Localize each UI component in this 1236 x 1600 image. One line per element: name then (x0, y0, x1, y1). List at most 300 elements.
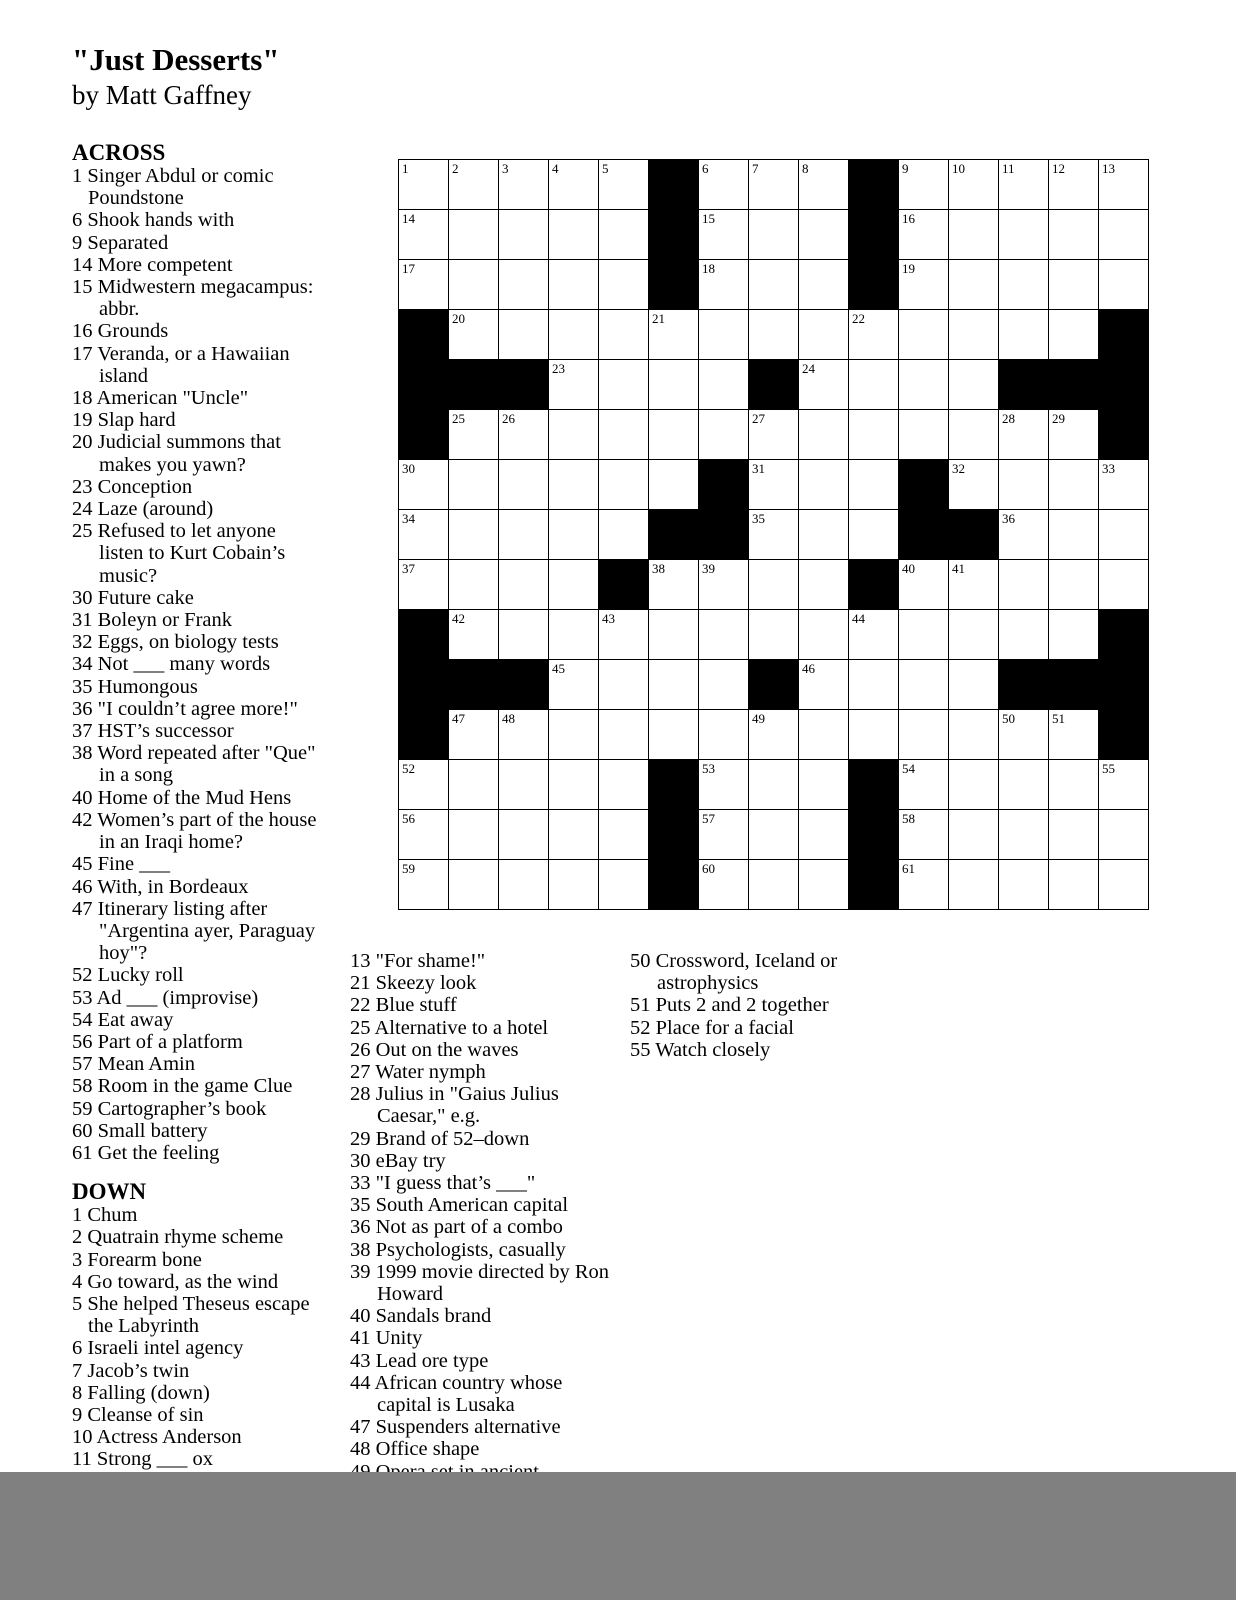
clue-item: 23 Conception (72, 475, 193, 498)
clue-item: 53 Ad ___ (improvise) (72, 986, 259, 1009)
cell-number: 51 (1052, 711, 1065, 726)
grid-cell[interactable] (548, 509, 599, 560)
grid-cell[interactable] (548, 559, 599, 610)
grid-cell[interactable] (998, 459, 1049, 510)
grid-cell[interactable] (798, 609, 849, 660)
grid-cell[interactable] (1048, 459, 1099, 510)
grid-block (398, 309, 449, 360)
grid-cell[interactable] (548, 759, 599, 810)
grid-cell[interactable] (448, 559, 499, 610)
clue-item: 6 Shook hands with (72, 209, 235, 232)
grid-cell[interactable] (1098, 859, 1149, 910)
cell-number: 56 (402, 811, 415, 826)
grid-cell[interactable] (798, 859, 849, 910)
grid-cell[interactable] (648, 559, 699, 610)
grid-cell[interactable] (948, 409, 999, 460)
grid-block (698, 509, 749, 560)
grid-cell[interactable] (798, 359, 849, 410)
grid-cell[interactable] (898, 759, 949, 810)
clue-item: 25 Refused to let anyone listen to Kurt Cobain’s music? (72, 520, 286, 587)
grid-cell[interactable] (398, 759, 449, 810)
grid-cell[interactable] (948, 209, 999, 260)
grid-cell[interactable] (948, 809, 999, 860)
grid-cell[interactable] (898, 559, 949, 610)
grid-cell[interactable] (398, 259, 449, 310)
cell-number: 4 (552, 161, 559, 176)
clue-item: 36 "I couldn’t agree more!" (72, 697, 298, 720)
grid-cell[interactable] (698, 809, 749, 860)
grid-cell[interactable] (648, 609, 699, 660)
grid-cell[interactable] (748, 559, 799, 610)
grid-cell[interactable] (1098, 259, 1149, 310)
grid-cell[interactable] (1098, 509, 1149, 560)
grid-cell[interactable] (898, 609, 949, 660)
grid-cell[interactable] (948, 759, 999, 810)
clue-item: 50 Crossword, Iceland or astrophysics (630, 950, 838, 995)
clue-item: 42 Women’s part of the house in an Iraqi home? (72, 808, 317, 854)
clue-item: 9 Cleanse of sin (72, 1403, 204, 1426)
grid-cell[interactable] (898, 359, 949, 410)
grid-cell[interactable] (548, 709, 599, 760)
cell-number: 5 (602, 161, 609, 176)
cell-number: 16 (902, 211, 915, 226)
grid-cell[interactable] (548, 609, 599, 660)
grid-block (648, 759, 699, 810)
grid-cell[interactable] (698, 759, 749, 810)
grid-cell[interactable] (448, 409, 499, 460)
grid-cell[interactable] (798, 809, 849, 860)
grid-block (498, 359, 549, 410)
grid-cell[interactable] (548, 809, 599, 860)
grid-cell[interactable] (798, 559, 849, 610)
grid-cell[interactable] (848, 509, 899, 560)
grid-block (498, 659, 549, 710)
grid-cell[interactable] (698, 659, 749, 710)
grid-cell[interactable] (698, 559, 749, 610)
grid-cell[interactable] (448, 209, 499, 260)
grid-cell[interactable] (548, 859, 599, 910)
grid-cell[interactable] (498, 459, 549, 510)
clue-item: 56 Part of a platform (72, 1030, 243, 1053)
grid-cell[interactable] (798, 459, 849, 510)
cell-number: 53 (702, 761, 715, 776)
grid-cell[interactable] (648, 659, 699, 710)
cell-number: 40 (902, 561, 915, 576)
page-footer-bar (0, 1472, 1236, 1600)
cell-number: 46 (802, 661, 815, 676)
grid-cell[interactable] (498, 509, 549, 560)
down-clue-list-3 (630, 950, 890, 1061)
grid-cell[interactable] (998, 159, 1049, 210)
grid-cell[interactable] (498, 709, 549, 760)
grid-cell[interactable] (848, 659, 899, 710)
down-clue-list-2 (350, 950, 615, 1483)
clue-item: 34 Not ___ many words (72, 653, 271, 676)
grid-block (848, 159, 899, 210)
clue-item: 16 Grounds (72, 320, 169, 343)
grid-cell[interactable] (898, 809, 949, 860)
grid-cell[interactable] (948, 609, 999, 660)
grid-block (398, 359, 449, 410)
grid-block (1098, 609, 1149, 660)
grid-cell[interactable] (398, 209, 449, 260)
grid-cell[interactable] (448, 759, 499, 810)
grid-cell[interactable] (748, 809, 799, 860)
grid-cell[interactable] (548, 459, 599, 510)
grid-cell[interactable] (898, 259, 949, 310)
clue-item: 5 She helped Theseus escape the Labyrinth (72, 1292, 310, 1338)
grid-cell[interactable] (998, 759, 1049, 810)
grid-cell[interactable] (898, 209, 949, 260)
cell-number: 14 (402, 211, 415, 226)
grid-cell[interactable] (748, 709, 799, 760)
grid-cell[interactable] (748, 159, 799, 210)
grid-cell[interactable] (498, 159, 549, 210)
cell-number: 24 (802, 361, 815, 376)
grid-cell[interactable] (698, 609, 749, 660)
grid-cell[interactable] (698, 709, 749, 760)
clue-item: 47 Itinerary listing after "Argentina ayer, Paraguay hoy"? (72, 897, 316, 965)
grid-cell[interactable] (848, 709, 899, 760)
grid-cell[interactable] (748, 459, 799, 510)
grid-cell[interactable] (548, 309, 599, 360)
grid-cell[interactable] (898, 309, 949, 360)
grid-block (398, 659, 449, 710)
grid-block (848, 209, 899, 260)
clue-item: 24 Laze (around) (72, 498, 214, 521)
clue-item: 4 Go toward, as the wind (72, 1270, 279, 1293)
clue-item: 51 Puts 2 and 2 together (630, 994, 829, 1017)
grid-cell[interactable] (498, 209, 549, 260)
grid-cell[interactable] (698, 859, 749, 910)
grid-cell[interactable] (948, 459, 999, 510)
grid-cell[interactable] (398, 509, 449, 560)
grid-cell[interactable] (598, 809, 649, 860)
cell-number: 21 (652, 311, 665, 326)
clue-item: 7 Jacob’s twin (72, 1359, 190, 1382)
grid-block (648, 159, 699, 210)
grid-cell[interactable] (898, 159, 949, 210)
clue-item: 59 Cartographer’s book (72, 1097, 267, 1120)
grid-cell[interactable] (548, 159, 599, 210)
grid-cell[interactable] (648, 709, 699, 760)
cell-number: 10 (952, 161, 965, 176)
clue-item: 33 "I guess that’s ___" (350, 1172, 536, 1195)
grid-cell[interactable] (748, 309, 799, 360)
grid-cell[interactable] (1048, 409, 1099, 460)
grid-cell[interactable] (598, 309, 649, 360)
grid-cell[interactable] (848, 359, 899, 410)
grid-cell[interactable] (598, 659, 649, 710)
grid-block (1098, 409, 1149, 460)
grid-cell[interactable] (698, 159, 749, 210)
grid-cell[interactable] (498, 309, 549, 360)
grid-cell[interactable] (498, 759, 549, 810)
grid-cell[interactable] (598, 209, 649, 260)
clue-item: 2 Quatrain rhyme scheme (72, 1226, 284, 1249)
clue-column-1 (72, 141, 322, 1471)
grid-cell[interactable] (648, 359, 699, 410)
grid-cell[interactable] (1048, 259, 1099, 310)
cell-number: 35 (752, 511, 765, 526)
grid-cell[interactable] (598, 459, 649, 510)
grid-cell[interactable] (998, 509, 1049, 560)
clue-item: 35 South American capital (350, 1194, 569, 1217)
cell-number: 11 (1002, 161, 1015, 176)
clue-item: 9 Separated (72, 231, 169, 254)
grid-cell[interactable] (998, 309, 1049, 360)
cell-number: 2 (452, 161, 459, 176)
grid-cell[interactable] (1098, 809, 1149, 860)
clue-item: 25 Alternative to a hotel (350, 1016, 549, 1039)
grid-cell[interactable] (898, 659, 949, 710)
grid-cell[interactable] (498, 559, 549, 610)
grid-cell[interactable] (948, 259, 999, 310)
grid-cell[interactable] (748, 859, 799, 910)
grid-cell[interactable] (1048, 609, 1099, 660)
clue-column-3 (630, 950, 890, 1061)
grid-cell[interactable] (398, 459, 449, 510)
grid-cell[interactable] (698, 359, 749, 410)
grid-cell[interactable] (698, 259, 749, 310)
grid-cell[interactable] (598, 159, 649, 210)
grid-cell[interactable] (998, 859, 1049, 910)
grid-cell[interactable] (548, 209, 599, 260)
clue-item: 43 Lead ore type (350, 1349, 489, 1372)
grid-cell[interactable] (798, 409, 849, 460)
clue-item: 11 Strong ___ ox (72, 1448, 214, 1471)
cell-number: 15 (702, 211, 715, 226)
cell-number: 36 (1002, 511, 1015, 526)
grid-cell[interactable] (798, 259, 849, 310)
cell-number: 43 (602, 611, 615, 626)
cell-number: 3 (502, 161, 509, 176)
grid-block (698, 459, 749, 510)
cell-number: 38 (652, 561, 665, 576)
grid-cell[interactable] (948, 709, 999, 760)
cell-number: 48 (502, 711, 515, 726)
grid-cell[interactable] (398, 859, 449, 910)
grid-cell[interactable] (448, 809, 499, 860)
grid-cell[interactable] (448, 609, 499, 660)
grid-cell[interactable] (598, 609, 649, 660)
grid-block (1098, 659, 1149, 710)
clue-item: 55 Watch closely (630, 1038, 771, 1061)
grid-block (998, 359, 1049, 410)
grid-cell[interactable] (648, 409, 699, 460)
grid-cell[interactable] (998, 559, 1049, 610)
clue-item: 30 Future cake (72, 586, 194, 609)
clue-item: 37 HST’s successor (72, 720, 234, 743)
grid-cell[interactable] (498, 259, 549, 310)
cell-number: 12 (1052, 161, 1065, 176)
grid-cell[interactable] (748, 609, 799, 660)
grid-cell[interactable] (798, 209, 849, 260)
grid-cell[interactable] (598, 759, 649, 810)
grid-cell[interactable] (748, 509, 799, 560)
grid-cell[interactable] (998, 409, 1049, 460)
grid-block (448, 659, 499, 710)
grid-cell[interactable] (448, 259, 499, 310)
grid-cell[interactable] (1048, 559, 1099, 610)
clue-column-2 (350, 950, 615, 1483)
grid-cell[interactable] (1048, 309, 1099, 360)
grid-cell[interactable] (598, 409, 649, 460)
grid-cell[interactable] (848, 409, 899, 460)
clue-item: 47 Suspenders alternative (350, 1416, 561, 1439)
down-section (72, 1180, 322, 1470)
grid-cell[interactable] (598, 509, 649, 560)
grid-cell[interactable] (1098, 209, 1149, 260)
grid-cell[interactable] (548, 659, 599, 710)
clue-item: 35 Humongous (72, 675, 198, 698)
grid-cell[interactable] (848, 309, 899, 360)
cell-number: 60 (702, 861, 715, 876)
grid-cell[interactable] (448, 309, 499, 360)
grid-cell[interactable] (448, 859, 499, 910)
clue-item: 45 Fine ___ (72, 853, 170, 876)
grid-cell[interactable] (448, 459, 499, 510)
grid-cell[interactable] (648, 459, 699, 510)
cell-number: 58 (902, 811, 915, 826)
cell-number: 6 (702, 161, 709, 176)
clue-item: 29 Brand of 52–down (350, 1127, 530, 1150)
grid-cell[interactable] (498, 609, 549, 660)
grid-block (1048, 359, 1099, 410)
cell-number: 33 (1102, 461, 1115, 476)
grid-cell[interactable] (648, 309, 699, 360)
grid-cell[interactable] (498, 809, 549, 860)
grid-cell[interactable] (448, 509, 499, 560)
cell-number: 32 (952, 461, 965, 476)
grid-cell[interactable] (598, 709, 649, 760)
cell-number: 55 (1102, 761, 1115, 776)
cell-number: 19 (902, 261, 915, 276)
grid-cell[interactable] (598, 859, 649, 910)
grid-cell[interactable] (998, 209, 1049, 260)
grid-cell[interactable] (1048, 159, 1099, 210)
grid-cell[interactable] (848, 459, 899, 510)
grid-cell[interactable] (748, 759, 799, 810)
grid-block (1048, 659, 1099, 710)
grid-cell[interactable] (998, 259, 1049, 310)
clue-item: 44 African country whose capital is Lusaka (350, 1371, 563, 1417)
clue-item: 36 Not as part of a combo (350, 1216, 563, 1239)
puzzle-title: "Just Desserts" (72, 42, 280, 77)
grid-cell[interactable] (898, 709, 949, 760)
grid-cell[interactable] (798, 659, 849, 710)
grid-cell[interactable] (748, 259, 799, 310)
grid-cell[interactable] (1048, 209, 1099, 260)
grid-block (648, 209, 699, 260)
grid-cell[interactable] (948, 359, 999, 410)
grid-cell[interactable] (948, 859, 999, 910)
clue-item: 22 Blue stuff (350, 994, 457, 1017)
down-clue-list-1 (72, 1204, 322, 1470)
grid-cell[interactable] (948, 559, 999, 610)
grid-cell[interactable] (698, 209, 749, 260)
grid-block (648, 859, 699, 910)
grid-cell[interactable] (448, 159, 499, 210)
grid-cell[interactable] (398, 559, 449, 610)
grid-cell[interactable] (1048, 509, 1099, 560)
grid-cell[interactable] (1098, 159, 1149, 210)
grid-cell[interactable] (598, 259, 649, 310)
grid-block (748, 659, 799, 710)
grid-cell[interactable] (1048, 759, 1099, 810)
grid-cell[interactable] (498, 409, 549, 460)
grid-block (648, 259, 699, 310)
clue-item: 40 Sandals brand (350, 1305, 492, 1328)
grid-cell[interactable] (948, 309, 999, 360)
grid-cell[interactable] (898, 859, 949, 910)
grid-block (648, 509, 699, 560)
grid-cell[interactable] (848, 609, 899, 660)
grid-cell[interactable] (548, 259, 599, 310)
grid-cell[interactable] (798, 759, 849, 810)
cell-number: 13 (1102, 161, 1115, 176)
cell-number: 49 (752, 711, 765, 726)
grid-cell[interactable] (748, 209, 799, 260)
grid-cell[interactable] (798, 159, 849, 210)
grid-cell[interactable] (998, 609, 1049, 660)
grid-cell[interactable] (698, 309, 749, 360)
grid-cell[interactable] (998, 709, 1049, 760)
grid-cell[interactable] (948, 659, 999, 710)
clue-item: 52 Place for a facial (630, 1016, 794, 1039)
grid-cell[interactable] (1048, 809, 1099, 860)
grid-cell[interactable] (998, 809, 1049, 860)
clue-item: 21 Skeezy look (350, 972, 477, 995)
grid-cell[interactable] (398, 159, 449, 210)
cell-number: 23 (552, 361, 565, 376)
grid-cell[interactable] (448, 709, 499, 760)
grid-cell[interactable] (1098, 559, 1149, 610)
grid-block (398, 709, 449, 760)
clue-item: 1 Chum (72, 1204, 138, 1227)
clue-item: 39 1999 movie directed by Ron Howard (350, 1260, 610, 1306)
clue-item: 31 Boleyn or Frank (72, 609, 232, 632)
grid-cell[interactable] (948, 159, 999, 210)
grid-cell[interactable] (398, 809, 449, 860)
cell-number: 50 (1002, 711, 1015, 726)
grid-cell[interactable] (798, 309, 849, 360)
cell-number: 27 (752, 411, 765, 426)
grid-cell[interactable] (798, 709, 849, 760)
grid-cell[interactable] (698, 409, 749, 460)
cell-number: 47 (452, 711, 465, 726)
grid-cell[interactable] (1048, 709, 1099, 760)
grid-cell[interactable] (548, 409, 599, 460)
grid-cell[interactable] (1098, 459, 1149, 510)
across-heading: ACROSS (72, 140, 166, 165)
across-clue-list (72, 165, 322, 1164)
grid-cell[interactable] (1098, 759, 1149, 810)
grid-cell[interactable] (748, 409, 799, 460)
grid-cell[interactable] (798, 509, 849, 560)
grid-cell[interactable] (548, 359, 599, 410)
grid-cell[interactable] (1048, 859, 1099, 910)
cell-number: 59 (402, 861, 415, 876)
grid-block (598, 559, 649, 610)
grid-cell[interactable] (498, 859, 549, 910)
clue-item: 30 eBay try (350, 1149, 446, 1172)
cell-number: 18 (702, 261, 715, 276)
grid-cell[interactable] (898, 409, 949, 460)
grid-cell[interactable] (598, 359, 649, 410)
cell-number: 45 (552, 661, 565, 676)
cell-number: 29 (1052, 411, 1065, 426)
